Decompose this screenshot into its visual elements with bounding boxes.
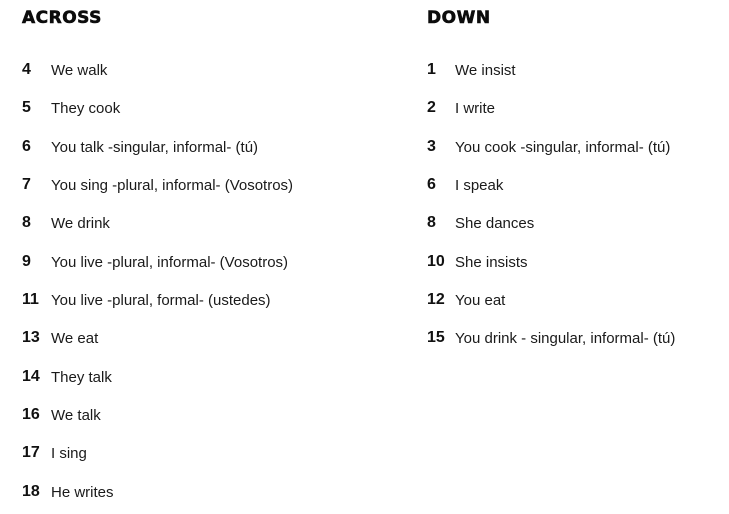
down-clue [427, 327, 675, 349]
clue-text: You live -plural, formal- (ustedes) [51, 291, 271, 309]
clue-number: 8 [427, 214, 436, 231]
clue-number: 3 [427, 138, 436, 155]
across-clue [22, 174, 293, 196]
clue-number: 8 [22, 214, 31, 231]
clue-text: I speak [455, 176, 504, 194]
clue-number: 16 [22, 406, 40, 423]
clue-text: We walk [51, 61, 108, 79]
clue-number: 14 [22, 368, 40, 385]
down-clue [427, 251, 528, 273]
clue-text: We drink [51, 214, 110, 232]
clue-text: You talk -singular, informal- (tú) [51, 138, 259, 156]
clue-number: 7 [22, 176, 31, 193]
clue-text: They talk [51, 368, 112, 386]
down-clue [427, 174, 503, 196]
clue-text: We eat [51, 329, 99, 347]
clue-number: 18 [22, 483, 40, 500]
clue-number: 15 [427, 329, 445, 346]
down-clue [427, 212, 534, 234]
clue-number: 6 [427, 176, 436, 193]
clue-text: You sing -plural, informal- (Vosotros) [51, 176, 294, 194]
clue-number: 1 [427, 61, 436, 78]
clue-text: We insist [455, 61, 516, 79]
clue-number: 17 [22, 444, 40, 461]
clue-number: 4 [22, 61, 31, 78]
clue-text: You live -plural, informal- (Vosotros) [51, 253, 289, 271]
clue-text: She dances [455, 214, 535, 232]
across-clue [22, 251, 288, 273]
clue-number: 6 [22, 138, 31, 155]
across-clue [22, 289, 271, 311]
across-clue [22, 136, 258, 158]
across-clue [22, 327, 98, 349]
clue-number: 13 [22, 329, 40, 346]
across-clue [22, 404, 101, 426]
down-clue [427, 97, 495, 119]
clue-text: You drink - singular, informal- (tú) [455, 329, 676, 347]
clue-text: He writes [51, 483, 114, 501]
clue-number: 12 [427, 291, 445, 308]
clue-number: 9 [22, 253, 31, 270]
clue-number: 10 [427, 253, 445, 270]
across-clue [22, 366, 112, 388]
across-heading: ACROSS [22, 8, 102, 28]
clue-text: I write [455, 99, 496, 117]
down-clue [427, 289, 505, 311]
across-clue [22, 97, 120, 119]
clue-text: They cook [51, 99, 121, 117]
down-clue [427, 59, 516, 81]
clue-text: We talk [51, 406, 101, 424]
across-clue [22, 59, 107, 81]
clue-text: I sing [51, 444, 87, 462]
across-clue [22, 442, 87, 464]
down-clue [427, 136, 670, 158]
clue-number: 5 [22, 99, 31, 116]
clue-text: You eat [455, 291, 506, 309]
clue-number: 11 [22, 291, 39, 308]
across-clue [22, 481, 114, 503]
down-heading: DOWN [427, 8, 491, 28]
across-clue [22, 212, 110, 234]
clue-text: You cook -singular, informal- (tú) [455, 138, 671, 156]
clue-text: She insists [455, 253, 528, 271]
clue-number: 2 [427, 99, 436, 116]
